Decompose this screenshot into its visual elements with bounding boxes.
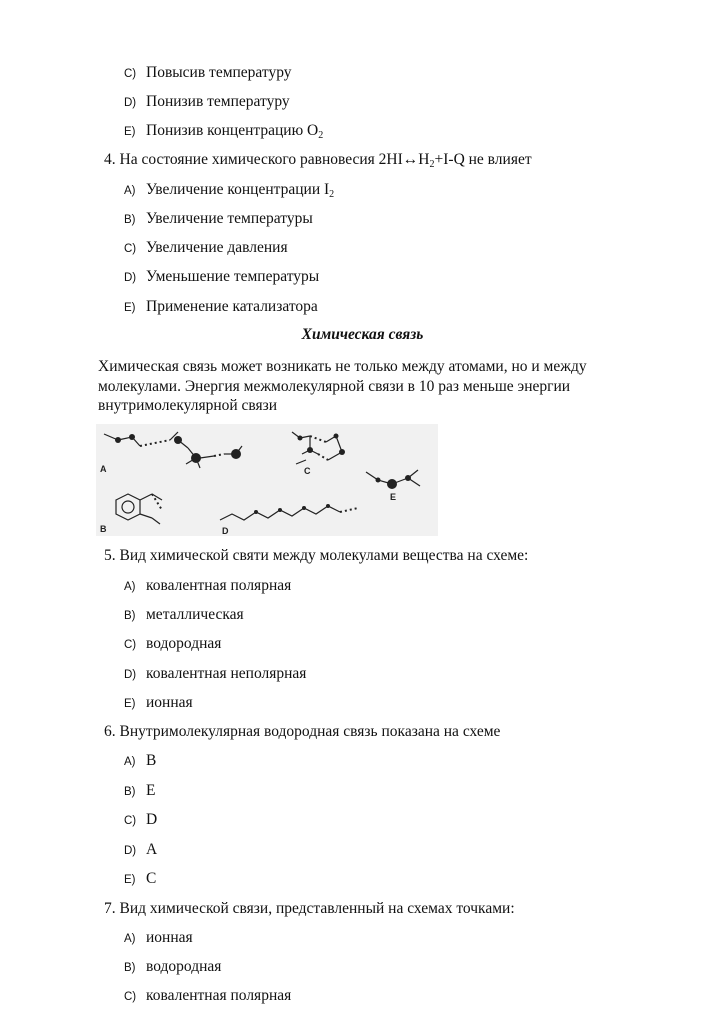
- q3-option-d: D) Понизив температуру: [124, 93, 290, 110]
- q7-option-a: A) ионная: [124, 929, 193, 946]
- q6-option-d: D) A: [124, 841, 158, 858]
- q6-option-a: A) B: [124, 752, 157, 769]
- q4-option-a: A) Увеличение концентрации $I_2$: [124, 181, 335, 200]
- q4-option-b: B) Увеличение температуры: [124, 210, 313, 227]
- q6-option-e: E) C: [124, 870, 157, 887]
- q4-option-d: D) Уменьшение температуры: [124, 268, 320, 285]
- q5-option-c: C) водородная: [124, 635, 222, 652]
- q7-question: 7. Вид химической связи, представленный на схемах точками:: [104, 900, 515, 917]
- q3-option-c: C) Повысив температуру: [124, 64, 292, 81]
- q5-option-e: E) ионная: [124, 694, 193, 711]
- figure-label-d: D: [222, 526, 229, 536]
- q5-option-d: D) ковалентная неполярная: [124, 665, 307, 682]
- figure-label-e: E: [390, 492, 397, 502]
- q5-option-a: A) ковалентная полярная: [124, 577, 292, 594]
- section-paragraph: Химическая связь может возникать не только между атомами, но и между молекулами. Энергия межмолекулярной связи в 10 раз меньше энергии внутримолекулярной связи: [98, 358, 587, 414]
- figure-label-c: C: [304, 466, 311, 476]
- q7-option-b: B) водородная: [124, 958, 222, 975]
- molecule-diagram-svg: [96, 424, 438, 536]
- q6-question: 6. Внутримолекулярная водородная связь показана на схеме: [104, 723, 501, 740]
- q4-question: 4. На состояние химического равновесия $2HI\leftrightarrow H_2+I-Q$ не влияет: [104, 151, 532, 170]
- q4-option-c: C) Увеличение давления: [124, 239, 288, 256]
- q6-option-c: C) D: [124, 811, 158, 828]
- q5-question: 5. Вид химической святи между молекулами вещества на схеме:: [104, 547, 529, 564]
- q3-option-e: E) Понизив концентрацию $O_2$: [124, 122, 324, 141]
- q6-option-b: B) E: [124, 782, 156, 799]
- molecule-diagram: [96, 424, 438, 536]
- q7-option-c: C) ковалентная полярная: [124, 987, 292, 1004]
- q5-option-b: B) металлическая: [124, 606, 244, 623]
- q4-option-e: E) Применение катализатора: [124, 298, 318, 315]
- section-title: Химическая связь: [301, 326, 424, 343]
- figure-label-a: A: [100, 464, 107, 474]
- figure-label-b: B: [100, 524, 107, 534]
